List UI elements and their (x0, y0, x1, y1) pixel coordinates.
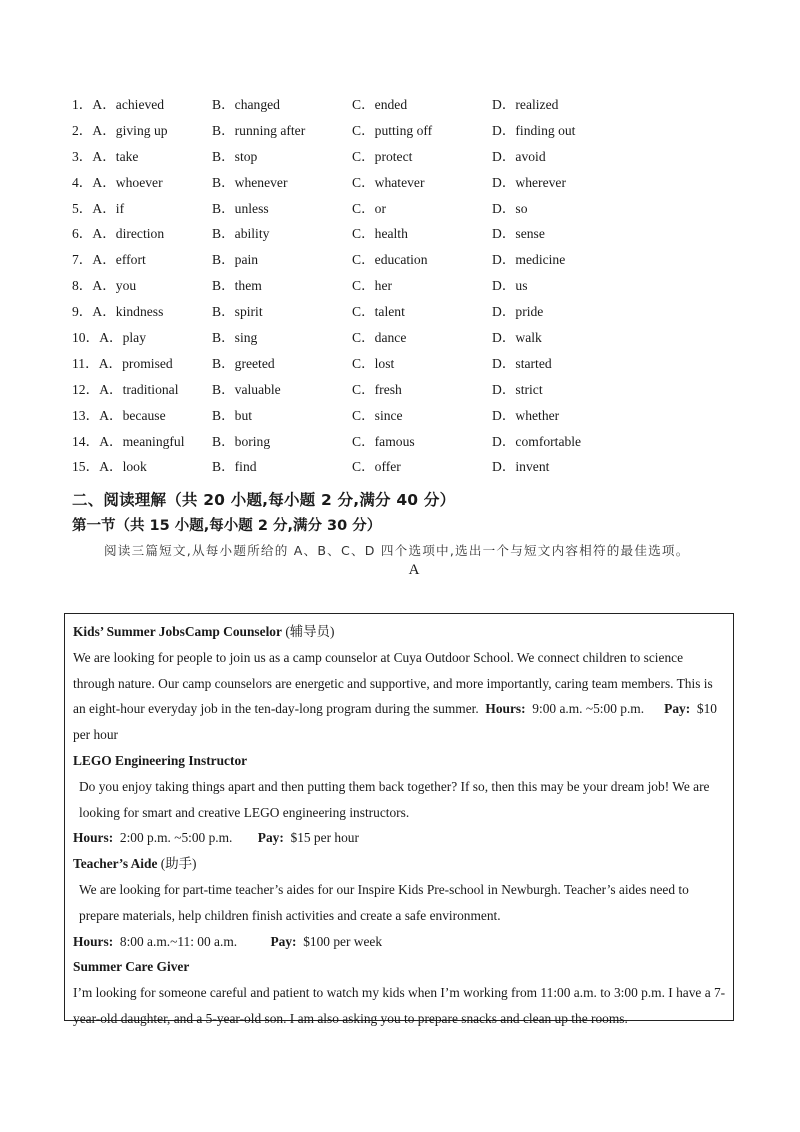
option-d: D．finding out (492, 122, 576, 138)
option-b: B．sing (212, 330, 258, 346)
question-row-3 (72, 144, 732, 170)
option-a: 2．A．giving up (72, 122, 168, 138)
care-body: I’m looking for someone careful and patient to watch my kids when I’m working from 11:00 a.m. to 3:00 p.m. I have a 7-year-old daughter, and a 5-year-old son. I am also asking you to prepare snacks and clean up the rooms. (73, 985, 726, 1026)
option-b: B．unless (212, 200, 269, 216)
option-a: 7．A．effort (72, 252, 146, 268)
option-d: D．comfortable (492, 433, 582, 449)
option-a: 5．A．if (72, 200, 125, 216)
question-row-7 (72, 247, 732, 273)
option-d: D．invent (492, 459, 550, 475)
option-b: B．stop (212, 148, 258, 164)
option-c: C．lost (352, 355, 395, 371)
option-b: B．valuable (212, 381, 281, 397)
option-a: 4．A．whoever (72, 174, 163, 190)
option-c: C．offer (352, 459, 401, 475)
option-d: D．pride (492, 304, 544, 320)
camp-title: Kids’ Summer JobsCamp Counselor (73, 624, 282, 639)
question-row-1 (72, 92, 732, 118)
option-c: C．her (352, 278, 393, 294)
option-d: D．medicine (492, 252, 566, 268)
option-b: B．pain (212, 252, 259, 268)
question-row-9 (72, 299, 732, 325)
option-b: B．whenever (212, 174, 288, 190)
camp-body: We are looking for people to join us as a camp counselor at Cuya Outdoor School. We connect children to science through nature. Our camp counselors are energetic and supportive, and more importantly, caring team members. This is an eight-hour everyday job in the ten-day-long program during the summer. Hours: 9:00 a.m. ~5:00 p.m. Pay: $10 per hour (73, 649, 717, 743)
option-c: C．ended (352, 97, 408, 112)
option-d: D．so (492, 200, 528, 216)
section-subtitle: 第一节（共 15 小题,每小题 2 分,满分 30 分） (72, 518, 382, 534)
question-row-10 (72, 325, 732, 351)
option-b: B．them (212, 278, 262, 294)
option-b: B．find (212, 459, 257, 475)
aide-note: (助手) (160, 856, 197, 872)
section-instruction: 阅读三篇短文,从每小题所给的 A、B、C、D 四个选项中,选出一个与短文内容相符的最佳选项。 (104, 543, 690, 558)
section-title: 二、阅读理解（共 20 小题,每小题 2 分,满分 40 分） (72, 491, 456, 509)
option-c: C．or (352, 200, 386, 216)
option-d: D．realized (492, 97, 559, 112)
option-a: 15．A．look (72, 459, 147, 475)
option-c: C．protect (352, 148, 413, 164)
question-row-6 (72, 221, 732, 247)
option-d: D．sense (492, 226, 545, 242)
option-a: 10．A．play (72, 330, 147, 346)
option-c: C．talent (352, 304, 405, 320)
option-c: C．education (352, 252, 428, 268)
option-b: B．changed (212, 97, 280, 112)
cloze-options-list (72, 92, 732, 480)
option-a: 12．A．traditional (72, 381, 179, 397)
job-ads-box (64, 613, 734, 1026)
option-a: 3．A．take (72, 148, 139, 164)
option-d: D．started (492, 355, 552, 371)
aide-body: We are looking for part-time teacher’s aides for our Inspire Kids Pre-school in Newburgh. Teacher’s aides need to prepare materials, help children finish activities and create a safe environment. (79, 881, 689, 923)
camp-note: (辅导员) (285, 624, 335, 639)
care-title: Summer Care Giver (73, 959, 190, 975)
aide-title: Teacher’s Aide (73, 856, 158, 872)
option-c: C．health (352, 226, 408, 242)
option-c: C．since (352, 407, 403, 423)
option-a: 11．A．promised (72, 355, 173, 371)
option-a: 9．A．kindness (72, 304, 164, 320)
option-b: B．ability (212, 226, 270, 242)
option-a: 13．A．because (72, 407, 166, 423)
question-row-14 (72, 429, 732, 455)
question-row-4 (72, 170, 732, 196)
question-row-5 (72, 196, 732, 222)
option-d: D．whether (492, 407, 560, 423)
option-b: B．but (212, 407, 253, 423)
option-d: D．avoid (492, 148, 546, 164)
option-d: D．strict (492, 381, 543, 397)
option-c: C．putting off (352, 122, 433, 138)
option-d: D．us (492, 278, 528, 294)
question-row-15 (72, 454, 732, 480)
option-b: B．spirit (212, 304, 263, 320)
option-d: D．walk (492, 330, 542, 346)
question-row-13 (72, 403, 732, 429)
camp-heading (73, 619, 726, 645)
option-c: C．whatever (352, 174, 425, 190)
option-c: C．dance (352, 330, 407, 346)
question-row-11 (72, 351, 732, 377)
lego-hours-pay: Hours: 2:00 p.m. ~5:00 p.m. Pay: $15 per hour (73, 830, 359, 846)
option-c: C．fresh (352, 381, 402, 397)
aide-hours-pay: Hours: 8:00 a.m.~11: 00 a.m. Pay: $100 per week (73, 933, 383, 949)
option-b: B．greeted (212, 355, 275, 371)
option-a: 14．A．meaningful (72, 433, 185, 449)
passage-label: A (408, 562, 420, 578)
option-a: 8．A．you (72, 278, 137, 294)
question-row-8 (72, 273, 732, 299)
option-a: 6．A．direction (72, 226, 165, 242)
option-a: 1．A．achieved (72, 97, 165, 112)
option-b: B．running after (212, 122, 306, 138)
question-row-2 (72, 118, 732, 144)
question-row-12 (72, 377, 732, 403)
lego-body: Do you enjoy taking things apart and then putting them back together? If so, then this may be your dream job! We are looking for smart and creative LEGO engineering instructors. (79, 778, 710, 820)
option-c: C．famous (352, 433, 415, 449)
option-b: B．boring (212, 433, 271, 449)
aide-heading (73, 851, 726, 877)
lego-title: LEGO Engineering Instructor (73, 752, 248, 768)
option-d: D．wherever (492, 174, 566, 190)
